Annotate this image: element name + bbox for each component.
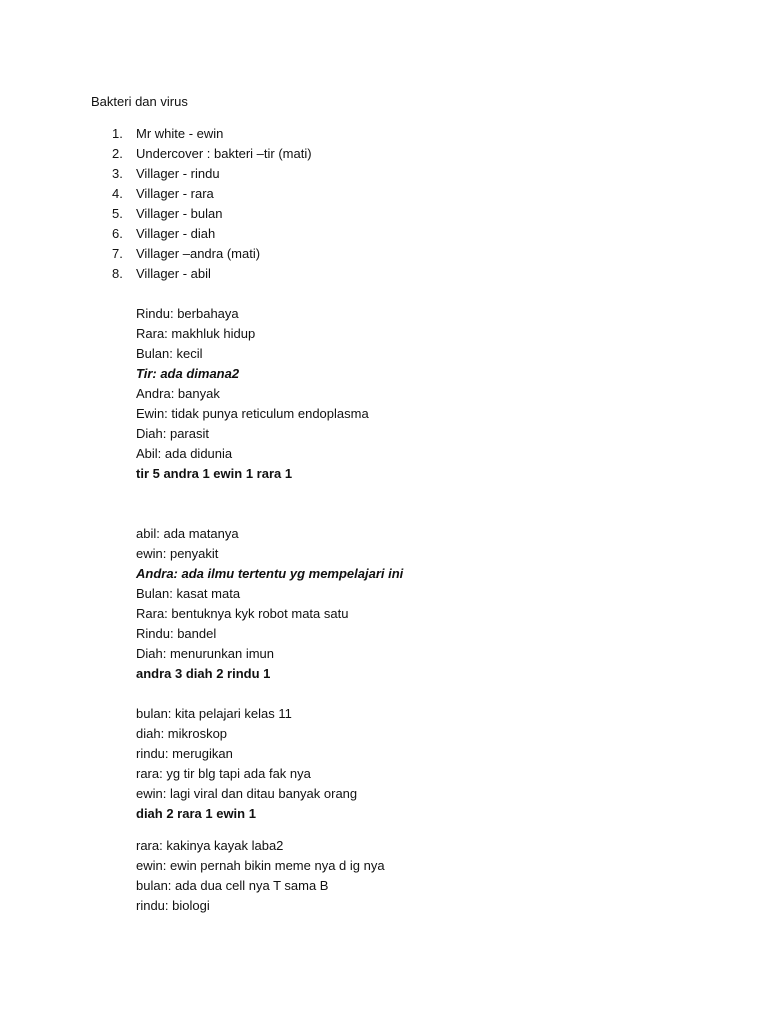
clue-line: Bulan: kasat mata <box>136 586 241 601</box>
round-1-block <box>136 304 369 484</box>
vote-result: diah 2 rara 1 ewin 1 <box>136 806 256 821</box>
list-number: 2. <box>112 146 123 161</box>
list-number: 4. <box>112 186 123 201</box>
clue-line: Ewin: tidak punya reticulum endoplasma <box>136 406 369 421</box>
list-text: Mr white - ewin <box>136 126 224 141</box>
clue-line: rindu: biologi <box>136 898 210 913</box>
clue-line: ewin: lagi viral dan ditau banyak orang <box>136 786 358 801</box>
clue-line: rara: yg tir blg tapi ada fak nya <box>136 766 311 781</box>
clue-line: bulan: ada dua cell nya T sama B <box>136 878 329 893</box>
clue-line: Rara: bentuknya kyk robot mata satu <box>136 606 349 621</box>
clue-line-highlighted: Tir: ada dimana2 <box>136 366 240 381</box>
clue-line: ewin: ewin pernah bikin meme nya d ig nya <box>136 858 385 873</box>
clue-line: Bulan: kecil <box>136 346 203 361</box>
list-number: 8. <box>112 266 123 281</box>
clue-line: Diah: parasit <box>136 426 209 441</box>
clue-line-highlighted: Andra: ada ilmu tertentu yg mempelajari ini <box>136 566 404 581</box>
clue-line: Andra: banyak <box>136 386 220 401</box>
list-number: 1. <box>112 126 123 141</box>
clue-line: Abil: ada didunia <box>136 446 233 461</box>
list-text: Villager - rindu <box>136 166 220 181</box>
clue-line: bulan: kita pelajari kelas 11 <box>136 706 292 721</box>
clue-line: Rindu: berbahaya <box>136 306 239 321</box>
round-4-block <box>136 836 385 916</box>
round-3-block <box>136 704 357 824</box>
clue-line: rindu: merugikan <box>136 746 233 761</box>
list-text: Villager –andra (mati) <box>136 246 261 261</box>
clue-line: ewin: penyakit <box>136 546 219 561</box>
list-number: 6. <box>112 226 123 241</box>
list-text: Villager - bulan <box>136 206 223 221</box>
list-text: Villager - abil <box>136 266 211 281</box>
list-number: 3. <box>112 166 123 181</box>
list-text: Villager - diah <box>136 226 216 241</box>
vote-result: andra 3 diah 2 rindu 1 <box>136 666 271 681</box>
round-2-block <box>136 524 403 684</box>
clue-line: abil: ada matanya <box>136 526 239 541</box>
clue-line: Diah: menurunkan imun <box>136 646 275 661</box>
clue-line: rara: kakinya kayak laba2 <box>136 838 284 853</box>
list-text: Villager - rara <box>136 186 214 201</box>
vote-result: tir 5 andra 1 ewin 1 rara 1 <box>136 466 293 481</box>
clue-line: Rindu: bandel <box>136 626 217 641</box>
clue-line: diah: mikroskop <box>136 726 228 741</box>
document-title: Bakteri dan virus <box>91 94 188 109</box>
list-number: 5. <box>112 206 123 221</box>
clue-line: Rara: makhluk hidup <box>136 326 256 341</box>
list-text: Undercover : bakteri –tir (mati) <box>136 146 312 161</box>
list-number: 7. <box>112 246 123 261</box>
